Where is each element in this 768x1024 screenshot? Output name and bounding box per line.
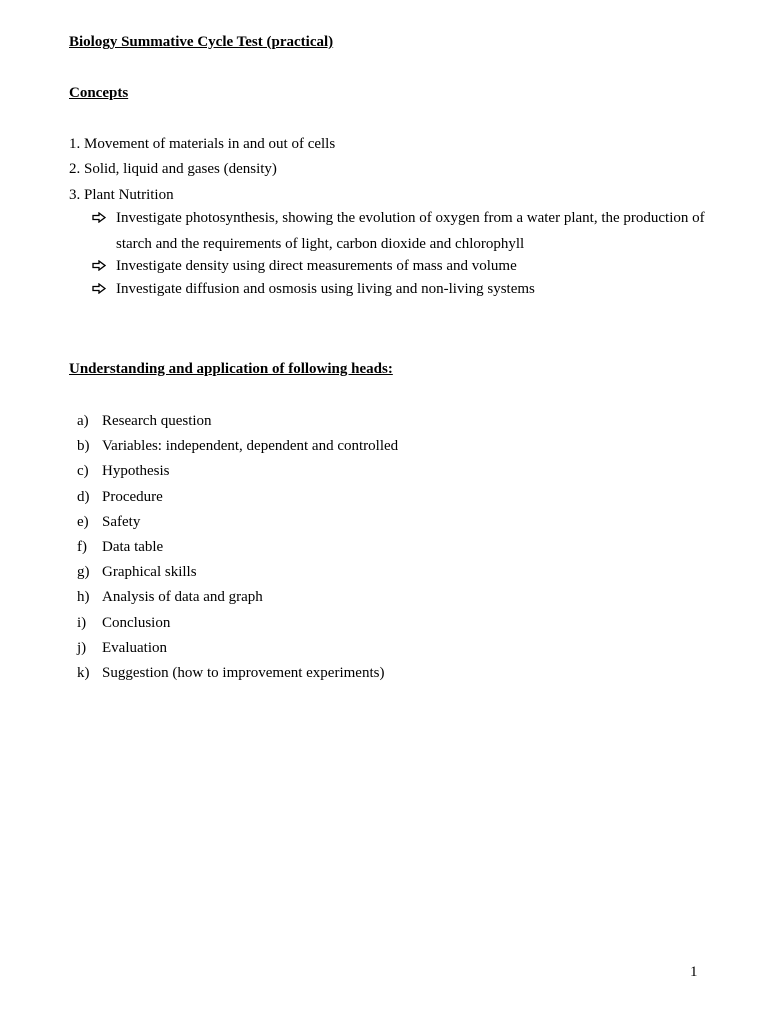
list-item	[77, 461, 398, 486]
list-item-text: Analysis of data and graph	[102, 589, 263, 606]
list-item-text: Safety	[102, 513, 141, 530]
list-item-text: Research question	[102, 413, 212, 429]
list-marker: b)	[77, 438, 90, 455]
list-item	[77, 537, 398, 562]
list-marker: h)	[77, 589, 90, 606]
list-item-text: Variables: independent, dependent and controlled	[102, 438, 399, 455]
plant-nutrition-sub-list	[92, 209, 712, 302]
arrow-right-icon	[92, 257, 116, 277]
list-marker: j)	[77, 639, 87, 656]
list-item-text: Suggestion (how to improvement experiments)	[102, 664, 385, 681]
concepts-heading: Concepts	[69, 85, 129, 101]
page-title: Biology Summative Cycle Test (practical)	[69, 34, 334, 50]
concept-list	[69, 134, 709, 210]
list-item	[77, 487, 398, 512]
page-number: 1	[690, 964, 698, 980]
sub-list-text: Investigate density using direct measurements of mass and volume	[116, 258, 517, 275]
list-item	[77, 436, 398, 461]
list-item-text: Data table	[102, 538, 164, 555]
list-item-text: Hypothesis	[102, 463, 170, 480]
list-item	[77, 562, 398, 587]
list-marker: e)	[77, 513, 89, 530]
arrow-right-icon	[92, 209, 116, 229]
concept-item: 1. Movement of materials in and out of cells	[69, 136, 336, 152]
list-item-text: Graphical skills	[102, 564, 197, 581]
list-item-text: Conclusion	[102, 614, 171, 631]
concept-item: 3. Plant Nutrition	[69, 186, 174, 203]
list-item-text: Evaluation	[102, 639, 167, 656]
list-marker: a)	[77, 413, 89, 429]
list-item	[77, 411, 398, 436]
sub-list-text: Investigate photosynthesis, showing the evolution of oxygen from a water plant, the production of starch and the requirements of light, carbon dioxide and chlorophyll	[116, 210, 705, 252]
sub-list-item	[92, 209, 712, 257]
list-item	[77, 587, 398, 612]
sub-list-item	[92, 280, 712, 303]
list-marker: g)	[77, 564, 90, 581]
list-marker: f)	[77, 538, 87, 555]
sub-list-text: Investigate diffusion and osmosis using living and non-living systems	[116, 281, 535, 298]
heads-heading: Understanding and application of following heads:	[69, 361, 393, 377]
heads-list	[77, 411, 398, 688]
list-item	[77, 663, 398, 688]
list-marker: k)	[77, 664, 90, 681]
arrow-right-icon	[92, 280, 116, 300]
list-marker: i)	[77, 614, 87, 631]
list-item-text: Procedure	[102, 488, 163, 505]
list-marker: c)	[77, 463, 89, 480]
concept-item: 2. Solid, liquid and gases (density)	[69, 161, 277, 178]
list-item	[77, 512, 398, 537]
list-item	[77, 638, 398, 663]
list-item	[77, 613, 398, 638]
list-marker: d)	[77, 488, 90, 505]
